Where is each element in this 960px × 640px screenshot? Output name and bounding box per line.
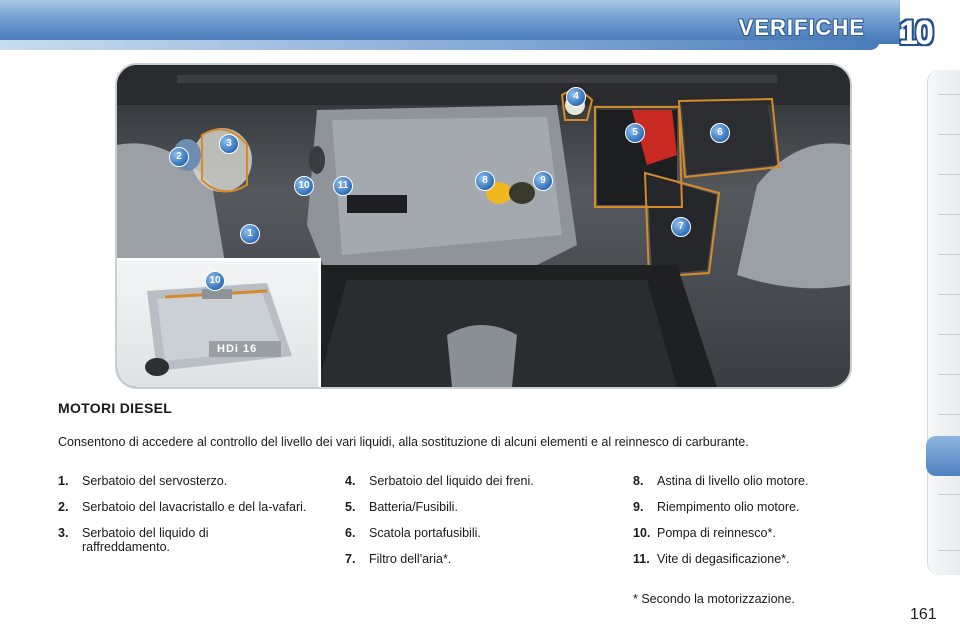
item-text: Serbatoio del liquido dei freni.	[369, 474, 534, 488]
list-item	[345, 552, 605, 566]
item-number: 6.	[345, 526, 356, 540]
callout-10-inset: 10	[205, 271, 225, 291]
item-number: 9.	[633, 500, 644, 514]
list-item	[58, 526, 232, 554]
side-tab-divider	[938, 254, 960, 255]
side-tab-divider	[938, 294, 960, 295]
chapter-side-tabs	[927, 70, 960, 575]
side-tab-divider	[938, 174, 960, 175]
list-item	[58, 474, 326, 488]
item-number: 3.	[58, 526, 69, 540]
callout-10: 10	[294, 176, 314, 196]
side-tab-divider	[938, 134, 960, 135]
callout-2: 2	[169, 147, 189, 167]
footnote: * Secondo la motorizzazione.	[633, 592, 795, 606]
list-item	[345, 474, 605, 488]
item-number: 5.	[345, 500, 356, 514]
item-number: 4.	[345, 474, 356, 488]
item-number: 8.	[633, 474, 644, 488]
item-text: Filtro dell'aria*.	[369, 552, 452, 566]
item-text: Pompa di reinnesco*.	[657, 526, 776, 540]
callout-11: 11	[333, 176, 353, 196]
side-tab-divider	[938, 334, 960, 335]
callout-8: 8	[475, 171, 495, 191]
item-number: 10.	[633, 526, 651, 540]
item-text: Vite di degasificazione*.	[657, 552, 790, 566]
item-text: Serbatoio del lavacristallo e del la-vafari.	[82, 500, 307, 514]
list-item	[58, 500, 326, 514]
list-item	[633, 474, 893, 488]
callout-4: 4	[566, 87, 586, 107]
list-item	[633, 552, 893, 566]
item-list-column-1	[58, 474, 326, 566]
side-tab-divider	[938, 374, 960, 375]
callout-7: 7	[671, 217, 691, 237]
item-list-column-3	[633, 474, 893, 578]
item-text: Astina di livello olio motore.	[657, 474, 809, 488]
item-number: 2.	[58, 500, 69, 514]
side-tab-divider	[938, 550, 960, 551]
item-text: Serbatoio del servosterzo.	[82, 474, 228, 488]
side-tab-divider	[938, 214, 960, 215]
item-list-column-2	[345, 474, 605, 578]
list-item	[633, 526, 893, 540]
callout-9: 9	[533, 171, 553, 191]
list-item	[633, 500, 893, 514]
list-item	[345, 500, 605, 514]
item-number: 7.	[345, 552, 356, 566]
side-tab-divider	[938, 414, 960, 415]
callout-5: 5	[625, 123, 645, 143]
item-number: 11.	[633, 552, 650, 566]
side-tab-divider	[938, 494, 960, 495]
inset-engine-label: HDi 16	[217, 343, 258, 355]
list-item	[345, 526, 605, 540]
side-tab-active-chapter	[926, 436, 960, 476]
page-header	[0, 0, 960, 58]
item-text: Riempimento olio motore.	[657, 500, 800, 514]
page-number: 161	[910, 606, 937, 623]
chapter-number-badge	[892, 12, 938, 52]
engine-cover-inset	[117, 258, 321, 387]
item-text: Batteria/Fusibili.	[369, 500, 458, 514]
item-text: Serbatoio del liquido di raffreddamento.	[82, 526, 209, 554]
callout-1: 1	[240, 224, 260, 244]
item-text: Scatola portafusibili.	[369, 526, 481, 540]
section-title: MOTORI DIESEL	[58, 400, 173, 416]
callout-6: 6	[710, 123, 730, 143]
chapter-title: VERIFICHE	[738, 15, 865, 40]
side-tab-divider	[938, 94, 960, 95]
item-number: 1.	[58, 474, 69, 488]
callout-3: 3	[219, 134, 239, 154]
header-swoosh	[0, 40, 880, 50]
chapter-number: 10	[899, 14, 931, 52]
section-intro: Consentono di accedere al controllo del livello dei vari liquidi, alla sostituzione di alcuni elementi e al reinnesco di carburante.	[58, 435, 749, 449]
